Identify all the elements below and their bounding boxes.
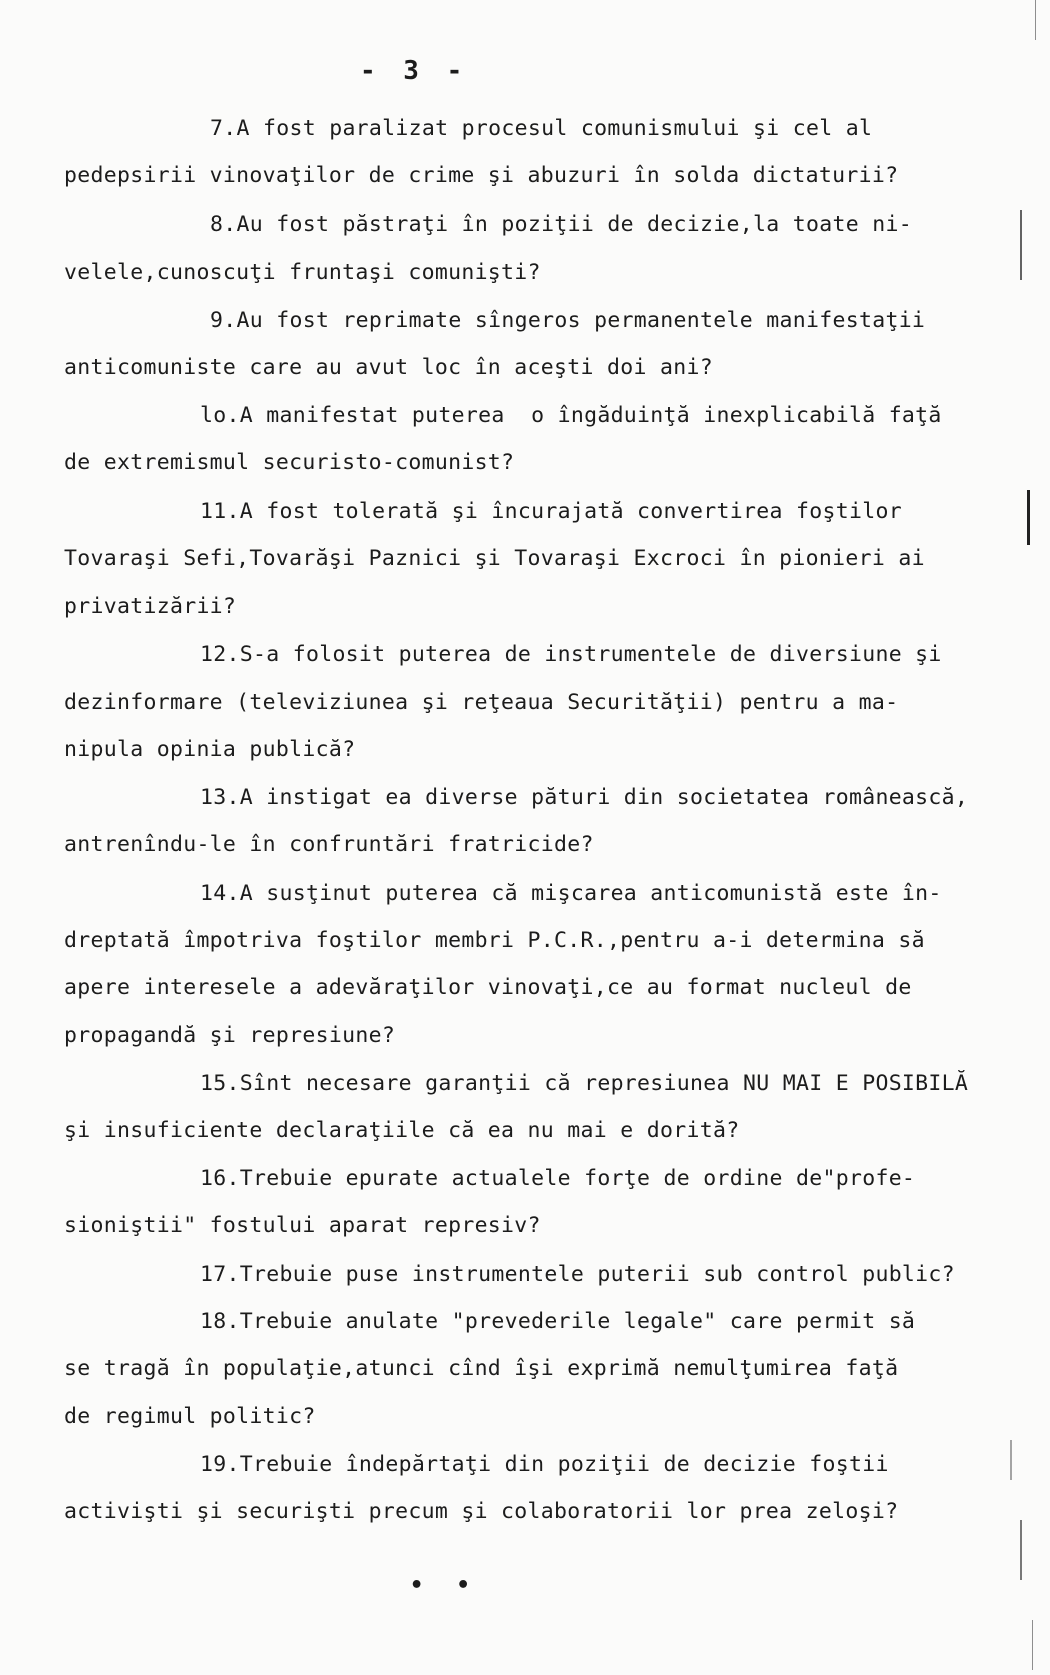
text-line: pedepsirii vinovaţilor de crime şi abuzuri în solda dictaturii? <box>64 163 899 188</box>
text-line: sioniştii" fostului aparat represiv? <box>64 1213 541 1238</box>
footer-marks: • • <box>410 1573 480 1598</box>
text-line: 18.Trebuie anulate "prevederile legale" care permit să <box>200 1309 916 1334</box>
scan-artifact <box>1035 0 1036 40</box>
text-line: 17.Trebuie puse instrumentele puterii sub control public? <box>200 1262 955 1287</box>
text-line: de extremismul securisto-comunist? <box>64 450 515 475</box>
text-line: lo.A manifestat puterea o îngăduinţă inexplicabilă faţă <box>200 403 942 428</box>
text-line: şi insuficiente declaraţiile că ea nu mai e dorită? <box>64 1118 740 1143</box>
scan-artifact <box>1020 210 1022 280</box>
text-line: velele,cunoscuţi fruntaşi comunişti? <box>64 260 541 285</box>
scan-artifact <box>1027 490 1030 545</box>
text-line: 7.A fost paralizat procesul comunismului şi cel al <box>210 116 873 141</box>
text-line: anticomuniste care au avut loc în aceşti doi ani? <box>64 355 713 380</box>
text-line: privatizării? <box>64 594 237 619</box>
text-line: 11.A fost tolerată şi încurajată convertirea foştilor <box>200 499 902 524</box>
text-line: 13.A instigat ea diverse pături din societatea românească, <box>200 785 969 810</box>
scan-artifact <box>1010 1440 1012 1480</box>
text-line: nipula opinia publică? <box>64 737 356 762</box>
text-line: Tovaraşi Sefi,Tovarăşi Paznici şi Tovaraşi Excroci în pionieri ai <box>64 546 925 571</box>
text-line: antrenîndu-le în confruntări fratricide? <box>64 832 594 857</box>
text-line: dezinformare (televiziunea şi reţeaua Securităţii) pentru a ma- <box>64 690 899 715</box>
page-number: - 3 - <box>360 56 469 86</box>
text-line: 19.Trebuie îndepărtaţi din poziţii de decizie foştii <box>200 1452 889 1477</box>
text-line: apere interesele a adevăraţilor vinovaţi,ce au format nucleul de <box>64 975 912 1000</box>
text-line: 8.Au fost păstraţi în poziţii de decizie,la toate ni- <box>210 212 912 237</box>
text-line: activişti şi securişti precum şi colaboratorii lor prea zeloşi? <box>64 1499 899 1524</box>
scan-artifact <box>1032 1620 1033 1670</box>
text-line: 9.Au fost reprimate sîngeros permanentele manifestaţii <box>210 308 926 333</box>
text-line: dreptată împotriva foştilor membri P.C.R.,pentru a-i determina să <box>64 928 925 953</box>
text-line: 14.A susţinut puterea că mişcarea anticomunistă este în- <box>200 881 942 906</box>
text-line: de regimul politic? <box>64 1404 316 1429</box>
text-line: propagandă şi represiune? <box>64 1023 396 1048</box>
text-line: 15.Sînt necesare garanţii că represiunea NU MAI E POSIBILĂ <box>200 1071 969 1096</box>
scan-artifact <box>1020 1520 1022 1580</box>
text-line: 12.S-a folosit puterea de instrumentele de diversiune şi <box>200 642 942 667</box>
text-line: se tragă în populaţie,atunci cînd îşi exprimă nemulţumirea faţă <box>64 1356 899 1381</box>
text-line: 16.Trebuie epurate actualele forţe de ordine de"profe- <box>200 1166 916 1191</box>
